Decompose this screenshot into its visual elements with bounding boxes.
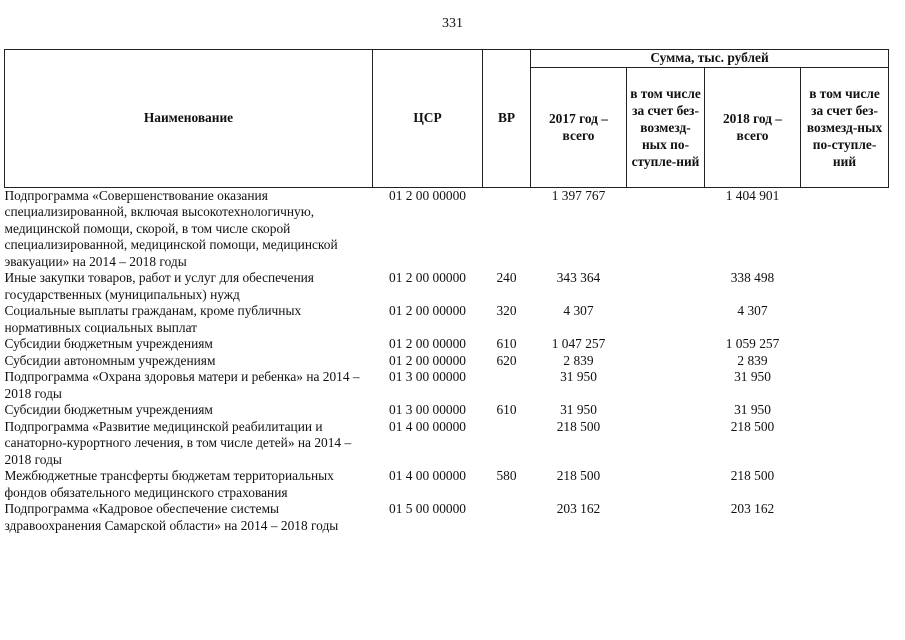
cell-vr: 580 [496, 468, 517, 483]
cell-csr: 01 2 00 00000 [389, 187, 466, 203]
cell-incl-2018 [801, 468, 889, 501]
header-sum-group: Сумма, тыс. рублей [531, 50, 889, 68]
cell-incl-2018 [801, 336, 889, 353]
cell-csr: 01 4 00 00000 [389, 468, 466, 483]
cell-name: Социальные выплаты гражданам, кроме публичных нормативных социальных выплат [4, 303, 302, 335]
cell-csr: 01 2 00 00000 [389, 352, 466, 368]
cell-total-2017: 1 047 257 [551, 336, 606, 351]
cell-total-2018: 203 162 [730, 501, 775, 516]
table-row [5, 419, 889, 469]
table-row [5, 336, 889, 353]
cell-total-2017: 218 500 [556, 468, 601, 483]
header-csr: ЦСР [373, 50, 483, 188]
cell-csr: 01 2 00 00000 [389, 336, 466, 351]
header-incl-2017: в том числе за счет без-возмезд-ных по-ступле-ний [627, 67, 705, 187]
table-row [5, 501, 889, 534]
header-incl-2018: в том числе за счет без-возмезд-ных по-ступле-ний [801, 67, 889, 187]
cell-total-2018: 2 839 [737, 352, 768, 368]
cell-csr: 01 4 00 00000 [389, 418, 466, 434]
cell-name: Субсидии автономным учреждениям [4, 352, 216, 368]
cell-name: Субсидии бюджетным учреждениям [4, 336, 213, 351]
cell-incl-2017 [627, 336, 705, 353]
cell-csr: 01 2 00 00000 [389, 303, 466, 318]
cell-name: Подпрограмма «Охрана здоровья матери и ребенка» на 2014 – 2018 годы [4, 369, 360, 401]
cell-name: Подпрограмма «Кадровое обеспечение системы здравоохранения Самарской области» на 2014 – 2018 годы [4, 501, 339, 533]
table-row [5, 369, 889, 402]
cell-incl-2017 [627, 419, 705, 469]
cell-incl-2018 [801, 369, 889, 402]
cell-incl-2017 [627, 402, 705, 419]
cell-total-2018: 1 059 257 [725, 336, 780, 351]
cell-vr: 610 [496, 402, 517, 417]
cell-total-2018: 31 950 [734, 402, 771, 417]
cell-vr [483, 369, 531, 402]
cell-name: Иные закупки товаров, работ и услуг для обеспечения государственных (муниципальных) нужд [4, 270, 314, 302]
header-vr: ВР [483, 50, 531, 188]
cell-incl-2018 [801, 187, 889, 270]
cell-incl-2018 [801, 501, 889, 534]
cell-incl-2017 [627, 468, 705, 501]
table-row [5, 187, 889, 270]
table-row [5, 402, 889, 419]
cell-csr: 01 2 00 00000 [389, 270, 466, 285]
cell-total-2017: 218 500 [556, 418, 601, 434]
cell-vr [483, 501, 531, 534]
budget-table [4, 49, 889, 534]
page-number: 331 [442, 16, 463, 31]
cell-total-2018: 218 500 [730, 418, 775, 434]
cell-vr [483, 187, 531, 270]
cell-csr: 01 5 00 00000 [389, 501, 466, 516]
cell-total-2018: 218 500 [730, 468, 775, 483]
cell-incl-2018 [801, 419, 889, 469]
cell-vr: 610 [496, 336, 517, 351]
cell-incl-2017 [627, 501, 705, 534]
table-header [5, 50, 889, 188]
cell-incl-2018 [801, 303, 889, 336]
cell-vr [483, 419, 531, 469]
cell-total-2017: 2 839 [563, 352, 594, 368]
cell-name: Подпрограмма «Совершенствование оказания специализированной, включая высокотехнологичную, медицинской помощи, скорой, в том числе скорой специализированной, медицинской помощи, медицинской эвакуации» на 2014 – 2018 годы [4, 187, 338, 269]
cell-incl-2018 [801, 353, 889, 370]
header-name: Наименование [5, 50, 373, 188]
cell-total-2018: 31 950 [734, 369, 771, 384]
cell-total-2018: 1 404 901 [725, 187, 780, 203]
cell-incl-2018 [801, 270, 889, 303]
cell-total-2017: 4 307 [563, 303, 594, 318]
header-total-2018: 2018 год – всего [705, 67, 801, 187]
table-row [5, 303, 889, 336]
cell-incl-2017 [627, 353, 705, 370]
cell-vr: 320 [496, 303, 517, 318]
cell-total-2018: 338 498 [730, 270, 775, 285]
cell-incl-2017 [627, 270, 705, 303]
cell-name: Подпрограмма «Развитие медицинской реабилитации и санаторно-курортного лечения, в том числе детей» на 2014 – 2018 годы [4, 418, 352, 467]
cell-incl-2017 [627, 303, 705, 336]
table-body [5, 187, 889, 534]
cell-total-2017: 31 950 [560, 369, 597, 384]
cell-csr: 01 3 00 00000 [389, 402, 466, 417]
cell-total-2017: 1 397 767 [551, 187, 606, 203]
cell-vr: 240 [496, 270, 517, 285]
cell-name: Межбюджетные трансферты бюджетам территориальных фондов обязательного медицинского страхования [4, 468, 334, 500]
cell-name: Субсидии бюджетным учреждениям [4, 402, 213, 417]
cell-incl-2017 [627, 187, 705, 270]
cell-incl-2018 [801, 402, 889, 419]
cell-total-2017: 203 162 [556, 501, 601, 516]
table-row [5, 353, 889, 370]
cell-csr: 01 3 00 00000 [389, 369, 466, 384]
cell-total-2018: 4 307 [737, 303, 768, 318]
cell-incl-2017 [627, 369, 705, 402]
header-total-2017: 2017 год – всего [531, 67, 627, 187]
cell-total-2017: 343 364 [556, 270, 601, 285]
table-row [5, 468, 889, 501]
cell-vr: 620 [496, 352, 517, 368]
cell-total-2017: 31 950 [560, 402, 597, 417]
table-row [5, 270, 889, 303]
